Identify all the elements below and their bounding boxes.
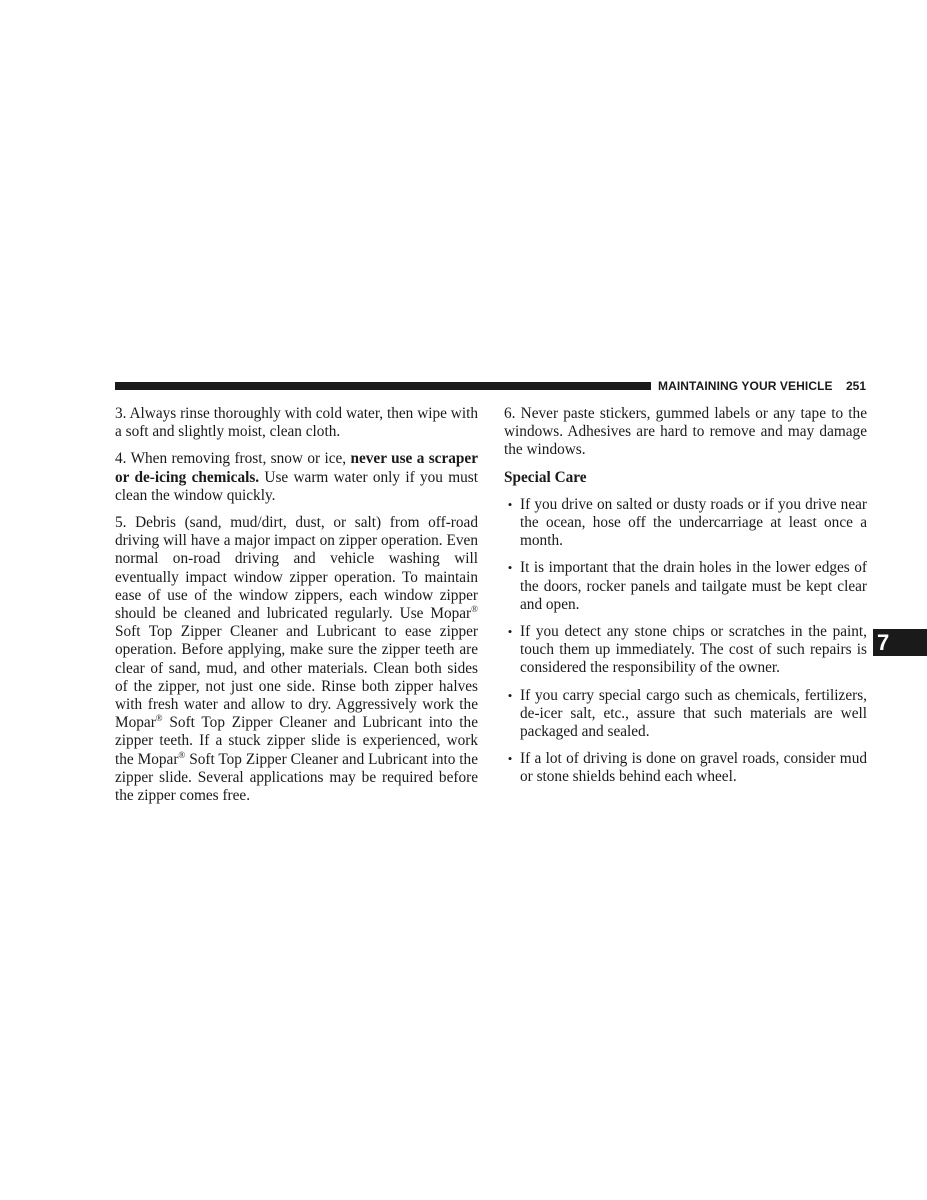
item-4-rest: Use warm water only if you must clean the window quickly. xyxy=(115,468,478,504)
registered-mark: ® xyxy=(471,603,478,614)
list-item-text: If a lot of driving is done on gravel roads, consider mud or stone shields behind each wheel. xyxy=(520,750,867,786)
item-4-warning: never use a scraper or de-icing chemicals. xyxy=(115,450,479,486)
header-rule xyxy=(115,382,651,390)
paragraph-item-4 xyxy=(115,450,478,505)
paragraph-item-5 xyxy=(115,514,478,805)
list-item xyxy=(504,496,867,551)
chapter-tab: 7 xyxy=(873,629,927,656)
list-item-text: If you detect any stone chips or scratches in the paint, touch them up immediately. The cost of such repairs is considered the responsibility of the owner. xyxy=(520,623,867,677)
bullet-icon: • xyxy=(507,687,513,703)
item-5-part-a: 5. Debris (sand, mud/dirt, dust, or salt) from off-road driving will have a major impact on zipper operation. Even normal on-road driving and vehicle washing will eventually impact window zipper operation. To maintain ease of use of the window zippers, each window zipper should be cleaned and lubricated regularly. Use Mopar xyxy=(115,514,478,623)
left-column xyxy=(115,405,478,814)
section-header-title: MAINTAINING YOUR VEHICLE xyxy=(658,379,833,393)
special-care-heading: Special Care xyxy=(504,468,587,486)
list-item xyxy=(504,559,867,614)
list-item-text: It is important that the drain holes in the lower edges of the doors, rocker panels and tailgate must be kept clear and open. xyxy=(520,559,867,613)
bullet-icon: • xyxy=(507,624,513,640)
special-care-list xyxy=(504,496,867,787)
registered-mark: ® xyxy=(155,713,163,724)
list-item-text: If you drive on salted or dusty roads or if you drive near the ocean, hose off the undercarriage at least once a month. xyxy=(520,495,867,550)
paragraph-item-3: 3. Always rinse thoroughly with cold water, then wipe with a soft and slightly moist, clean cloth. xyxy=(115,405,478,441)
right-column xyxy=(504,405,867,796)
item-4-intro: 4. When removing frost, snow or ice, xyxy=(115,450,351,468)
item-5-part-c: Soft Top Zipper Cleaner and Lubricant into the zipper teeth. If a stuck zipper slide is experienced, work the Mopar xyxy=(115,714,478,768)
list-item xyxy=(504,687,867,742)
bullet-icon: • xyxy=(507,496,513,512)
list-item-text: If you carry special cargo such as chemicals, fertilizers, de-icer salt, etc., assure that such materials are well packaged and sealed. xyxy=(520,686,867,741)
list-item xyxy=(504,750,867,786)
item-5-part-b: Soft Top Zipper Cleaner and Lubricant to ease zipper operation. Before applying, make sure the zipper teeth are clear of sand, mud, and other materials. Clean both sides of the zipper, not just one side. Rinse both zipper halves with fresh water and allow to dry. Aggressively work the Mopar xyxy=(115,623,478,732)
registered-mark: ® xyxy=(178,749,186,760)
page-number: 251 xyxy=(846,379,867,393)
bullet-icon: • xyxy=(507,560,513,576)
list-item xyxy=(504,623,867,678)
bullet-icon: • xyxy=(507,751,513,767)
paragraph-item-6: 6. Never paste stickers, gummed labels or any tape to the windows. Adhesives are hard to remove and may damage the windows. xyxy=(504,405,867,459)
item-5-part-d: Soft Top Zipper Cleaner and Lubricant into the zipper slide. Several applications may be required before the zipper comes free. xyxy=(115,750,478,805)
